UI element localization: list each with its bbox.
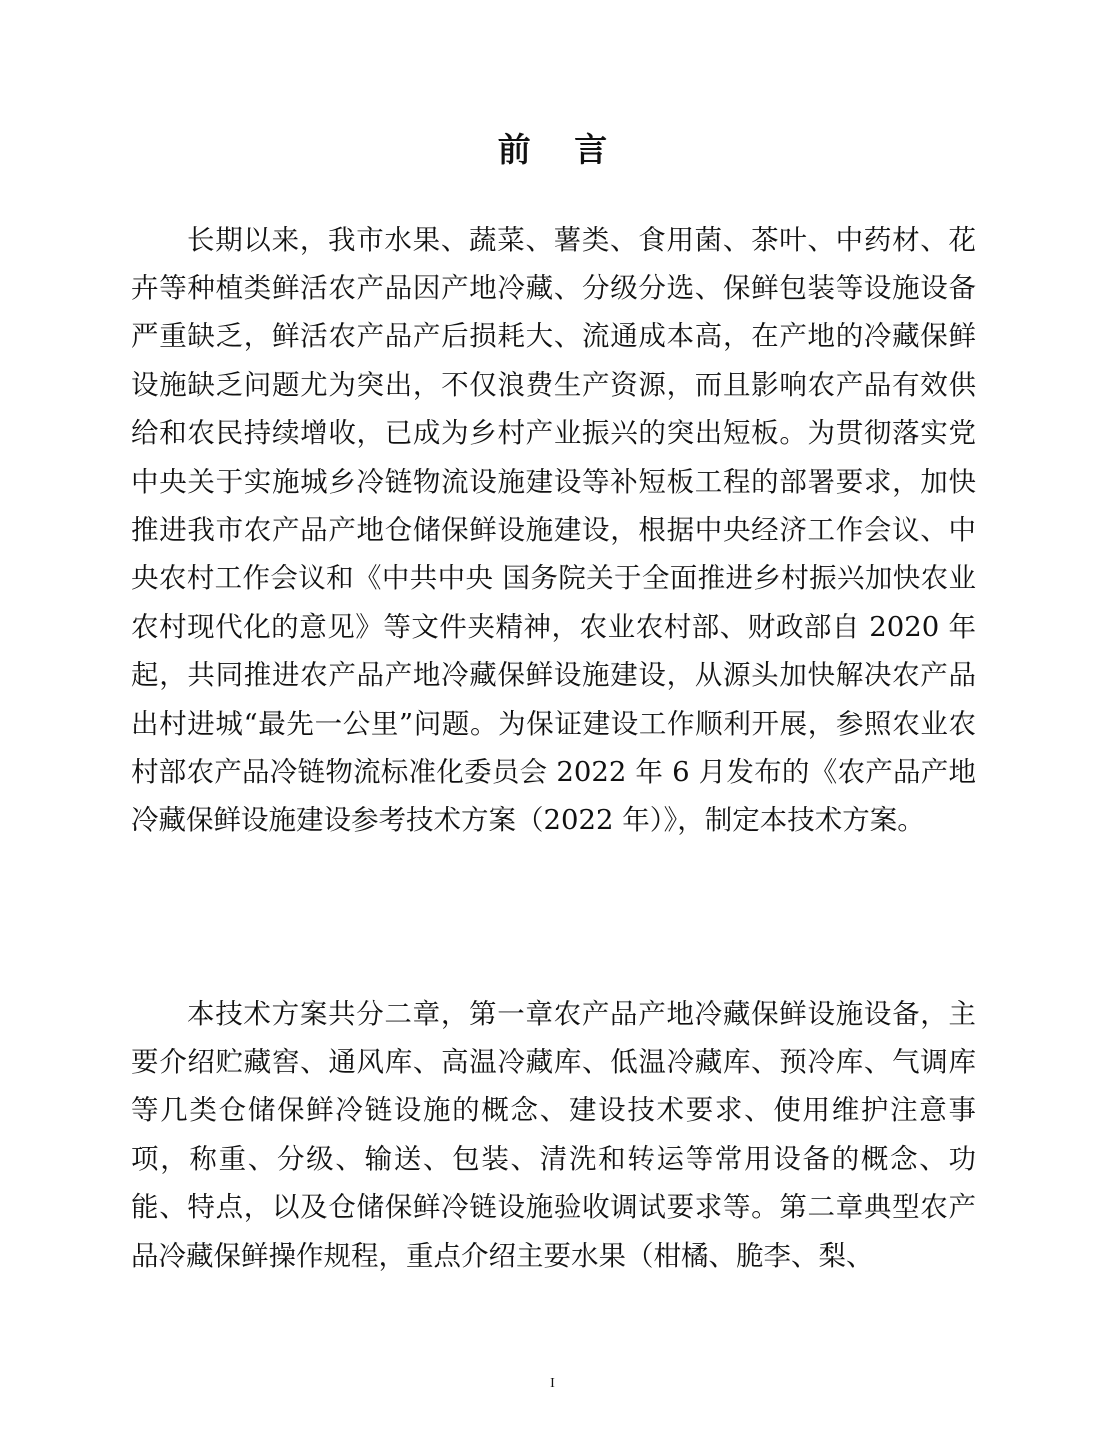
body-paragraph-2: 本技术方案共分二章，第一章农产品产地冷藏保鲜设施设备，主要介绍贮藏窖、通风库、高温冷藏库、低温冷藏库、预冷库、气调库等几类仓储保鲜冷链设施的概念、建设技术要求、使用维护注意事项，称重、分级、输送、包装、清洗和转运等常用设备的概念、功能、特点，以及仓储保鲜冷链设施验收调试要求等。第二章典型农产品冷藏保鲜操作规程，重点介绍主要水果（柑橘、脆李、梨、 xyxy=(131,997,976,1272)
page-title: 前 言 xyxy=(497,130,624,169)
page-number: I xyxy=(550,1376,555,1391)
body-paragraph-1: 长期以来，我市水果、蔬菜、薯类、食用菌、茶叶、中药材、花卉等种植类鲜活农产品因产地冷藏、分级分选、保鲜包装等设施设备严重缺乏，鲜活农产品产后损耗大、流通成本高，在产地的冷藏保鲜设施缺乏问题尤为突出，不仅浪费生产资源，而且影响农产品有效供给和农民持续增收，已成为乡村产业振兴的突出短板。为贯彻落实党中央关于实施城乡冷链物流设施建设等补短板工程的部署要求，加快推进我市农产品产地仓储保鲜设施建设，根据中央经济工作会议、中央农村工作会议和《中共中央 国务院关于全面推进乡村振兴加快农业农村现代化的意见》等文件夹精神，农业农村部、财政部自 2020 年起，共同推进农产品产地冷藏保鲜设施建设，从源头加快解决农产品出村进城“最先一公里”问题。为保证建设工作顺利开展，参照农业农村部农产品冷链物流标准化委员会 2022 年 6 月发布的《农产品产地冷藏保鲜设施建设参考技术方案（2022 年）》，制定本技术方案。 xyxy=(131,223,976,837)
